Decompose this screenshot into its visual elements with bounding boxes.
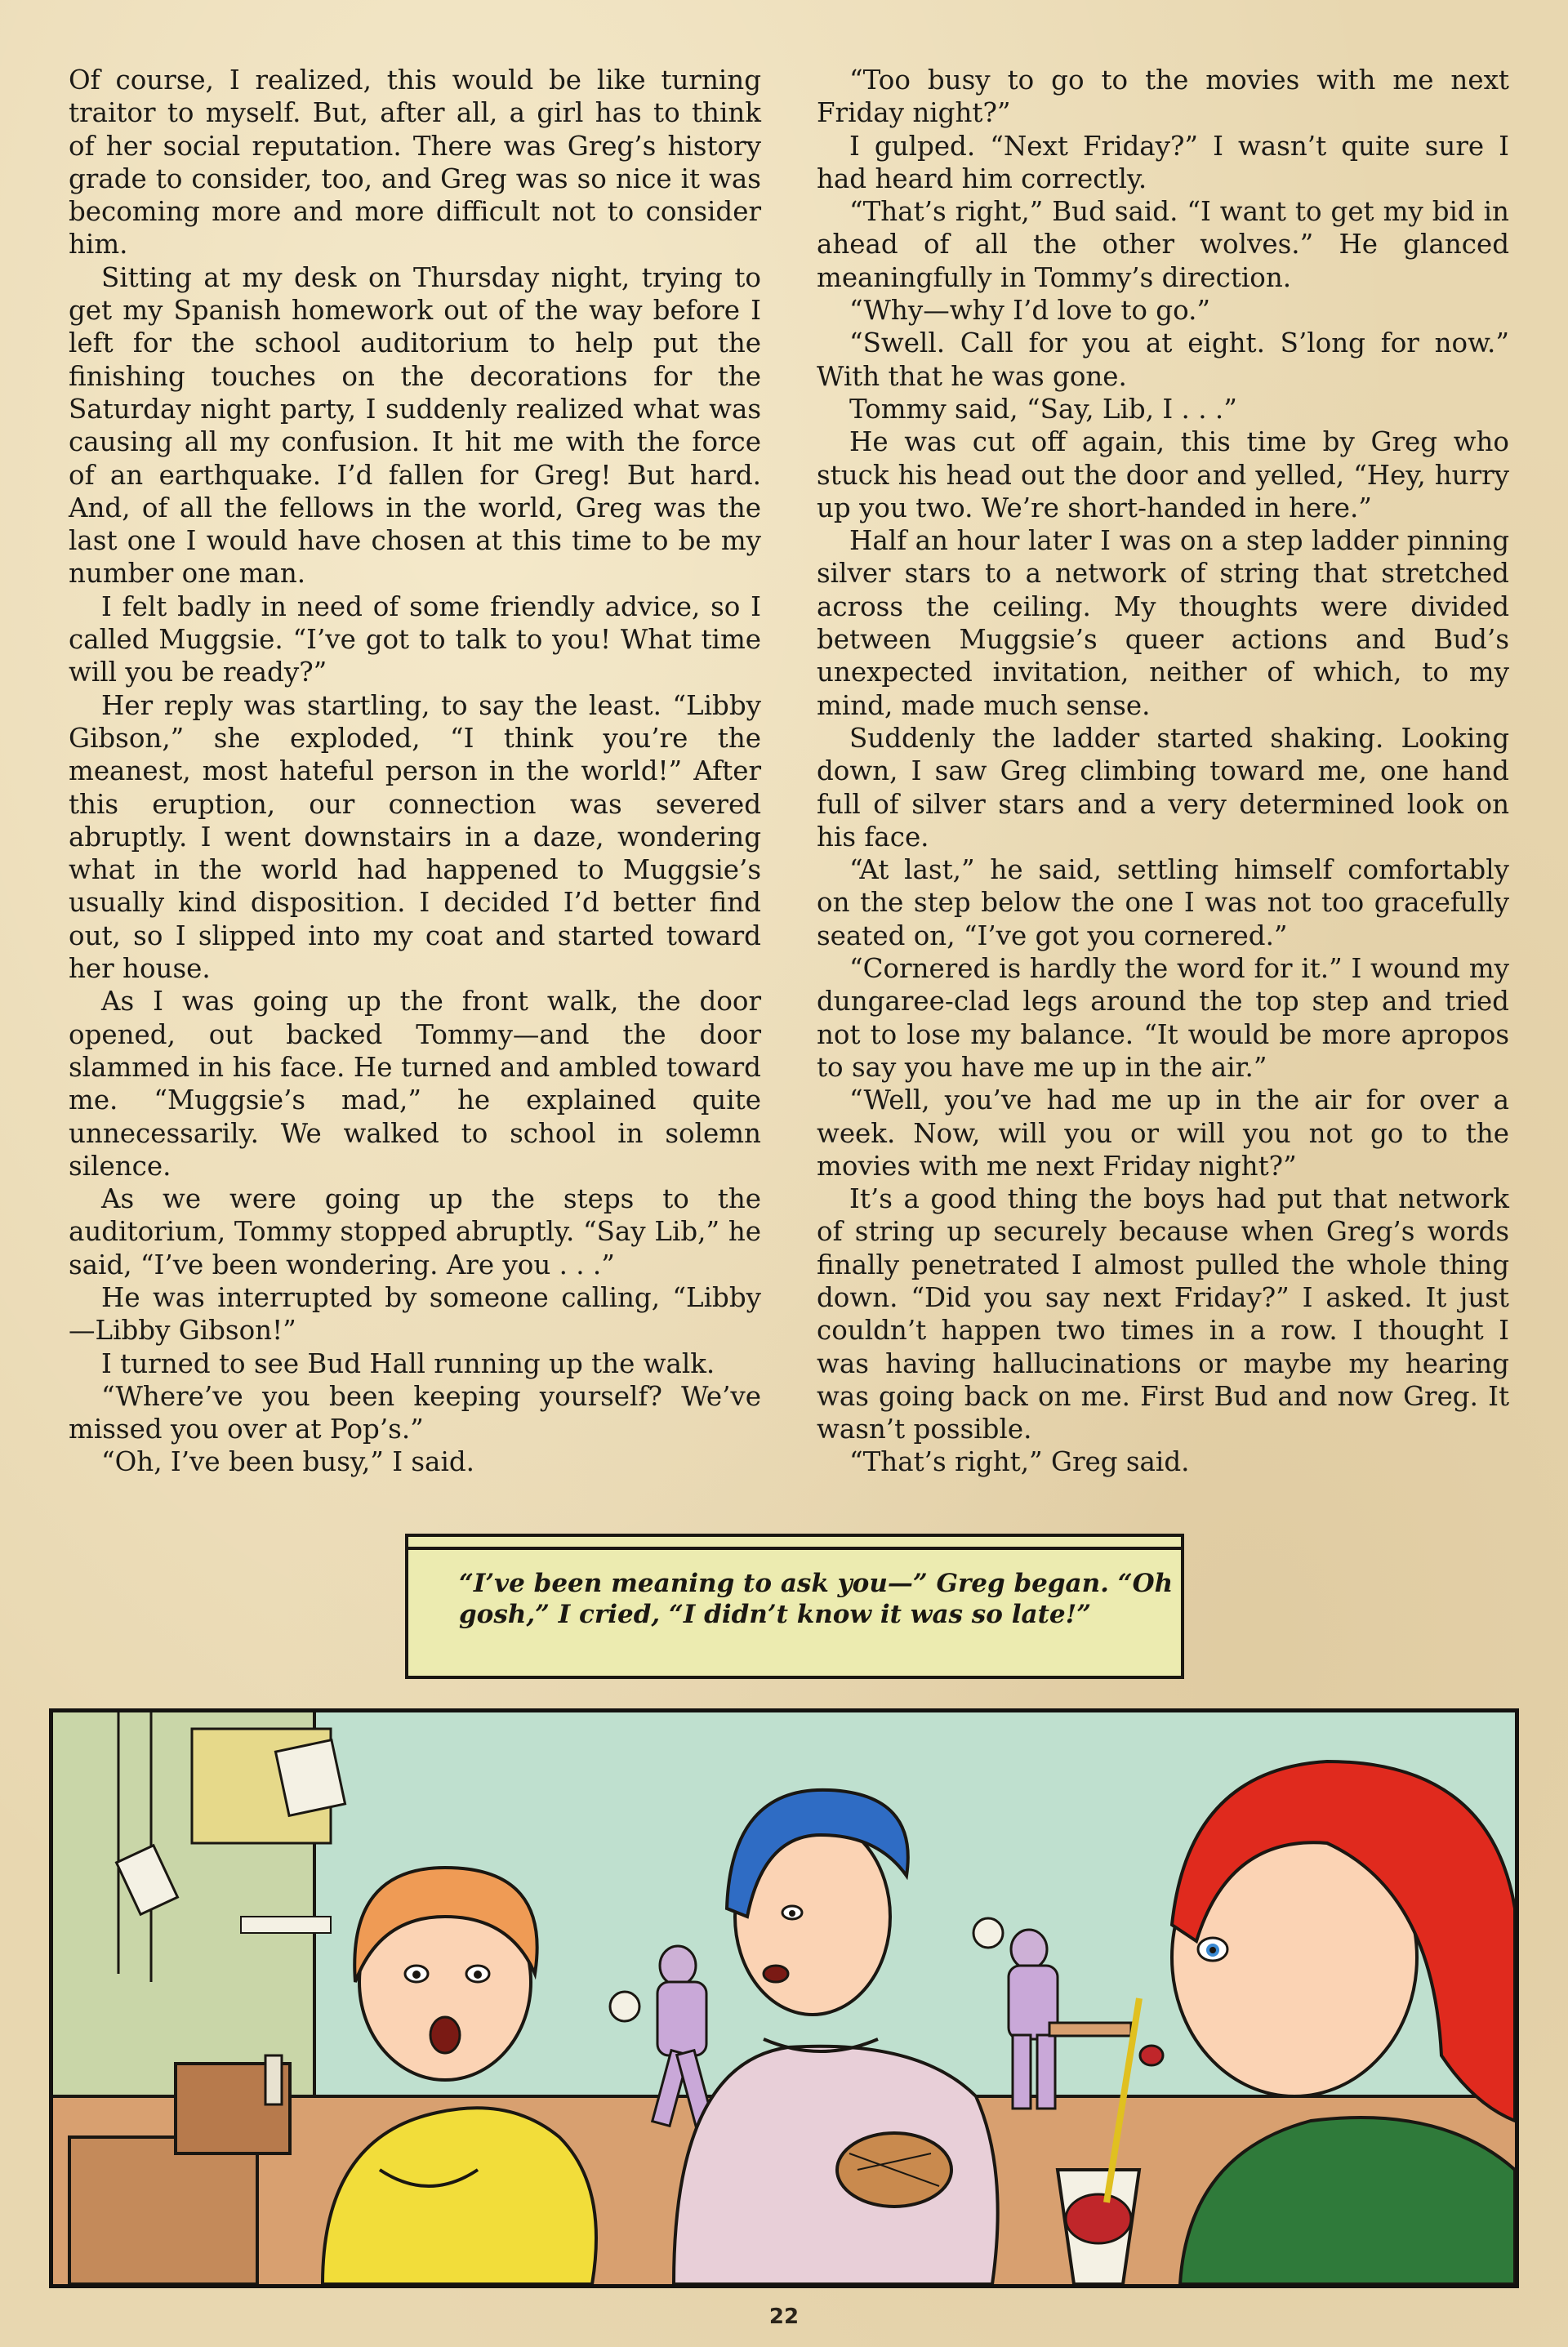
caption-box bbox=[405, 1534, 1184, 1679]
paragraph: Sitting at my desk on Thursday night, trying to get my Spanish homework out of the way before I left for the school auditorium to help put the finishing touches on the decorations for the Saturday night party, I suddenly realized what was causing all my confusion. It hit me with the force of an earthquake. I’d fallen for Greg! But hard. And, of all the fellows in the world, Greg was the last one I would have chosen at this time to be my number one man. bbox=[69, 261, 761, 590]
paragraph: Of course, I realized, this would be like turning traitor to myself. But, after all, a girl has to think of her social reputation. There was Greg’s history grade to consider, too, and Greg was so nice it was becoming more and more difficult not to consider him. bbox=[69, 65, 761, 261]
paragraph: Tommy said, “Say, Lib, I . . .” bbox=[849, 393, 1237, 425]
paragraph: “At last,” he said, settling himself comfortably on the step below the one I was not too gracefully seated on, “I’ve got you cornered.” bbox=[817, 854, 1509, 951]
paragraph: As we were going up the steps to the auditorium, Tommy stopped abruptly. “Say Lib,” he said, “I’ve been wondering. Are you . . .” bbox=[69, 1183, 761, 1280]
note-paper bbox=[241, 1917, 331, 1933]
paragraph: I turned to see Bud Hall running up the walk. bbox=[101, 1347, 715, 1379]
paragraph: “Well, you’ve had me up in the air for over a week. Now, will you or will you not go to the movies with me next Friday night?” bbox=[817, 1084, 1509, 1182]
paragraph: “Where’ve you been keeping yourself? We’ve missed you over at Pop’s.” bbox=[69, 1380, 761, 1445]
paragraph: It’s a good thing the boys had put that network of string up securely because when Greg’s words finally penetrated I almost pulled the whole thing down. “Did you say next Friday?” I asked. It just couldn’t happen two times in a row. I thought I was having hallucinations or maybe my hearing was going back on me. First Bud and now Greg. It wasn’t possible. bbox=[817, 1183, 1509, 1445]
paragraph: Half an hour later I was on a step ladder pinning silver stars to a network of string that stretched across the ceiling. My thoughts were divided between Muggsie’s queer actions and Bud’s unexpected invitation, neither of which, to my mind, made much sense. bbox=[817, 525, 1509, 721]
paragraph: “Why—why I’d love to go.” bbox=[849, 295, 1211, 327]
text-column-right bbox=[817, 64, 1509, 1479]
paragraph: Suddenly the ladder started shaking. Looking down, I saw Greg climbing toward me, one hand full of silver stars and a very determined look on his face. bbox=[817, 722, 1509, 853]
paragraph: I gulped. “Next Friday?” I wasn’t quite sure I had heard him correctly. bbox=[817, 130, 1509, 194]
text-column-left bbox=[69, 64, 761, 1479]
paragraph: “Swell. Call for you at eight. S’long for now.” With that he was gone. bbox=[817, 327, 1509, 392]
paragraph: He was interrupted by someone calling, “Libby —Libby Gibson!” bbox=[69, 1281, 761, 1347]
page-number: 22 bbox=[768, 2305, 800, 2329]
paragraph: As I was going up the front walk, the door opened, out backed Tommy—and the door slammed in his face. He turned and ambled toward me. “Muggsie’s mad,” he explained quite unnecessarily. We walked to school in solemn silence. bbox=[69, 986, 761, 1182]
paragraph: “Cornered is hardly the word for it.” I wound my dungaree-clad legs around the top step and tried not to lose my balance. “It would be more apropos to say you have me up in the air.” bbox=[817, 953, 1509, 1083]
caption-text: “I’ve been meaning to ask you—” Greg began. “Oh gosh,” I cried, “I didn’t know it was so late!” bbox=[459, 1569, 1174, 1629]
paragraph: I felt badly in need of some friendly advice, so I called Muggsie. “I’ve got to talk to you! What time will you be ready?” bbox=[69, 590, 761, 688]
box bbox=[69, 2137, 257, 2284]
paragraph: Her reply was startling, to say the least. “Libby Gibson,” she exploded, “I think you’re the meanest, most hateful person in the world!” After this eruption, our connection was severed abruptly. I went downstairs in a daze, wondering what in the world had happened to Muggsie’s usually kind disposition. I decided I’d better find out, so I slipped into my coat and started toward her house. bbox=[69, 689, 761, 985]
paragraph: He was cut off again, this time by Greg who stuck his head out the door and yelled, “Hey, hurry up you two. We’re short-handed in here.” bbox=[817, 426, 1509, 523]
paragraph: “That’s right,” Bud said. “I want to get my bid in ahead of all the other wolves.” He glanced meaningfully in Tommy’s direction. bbox=[817, 196, 1509, 293]
note-paper bbox=[275, 1740, 345, 1816]
panel-illustration bbox=[53, 1712, 1515, 2284]
paragraph: “That’s right,” Greg said. bbox=[849, 1446, 1190, 1478]
paragraph: “Too busy to go to the movies with me next Friday night?” bbox=[817, 65, 1509, 129]
comic-panel bbox=[49, 1708, 1519, 2288]
glass bbox=[265, 2055, 282, 2104]
paragraph: “Oh, I’ve been busy,” I said. bbox=[101, 1446, 474, 1478]
